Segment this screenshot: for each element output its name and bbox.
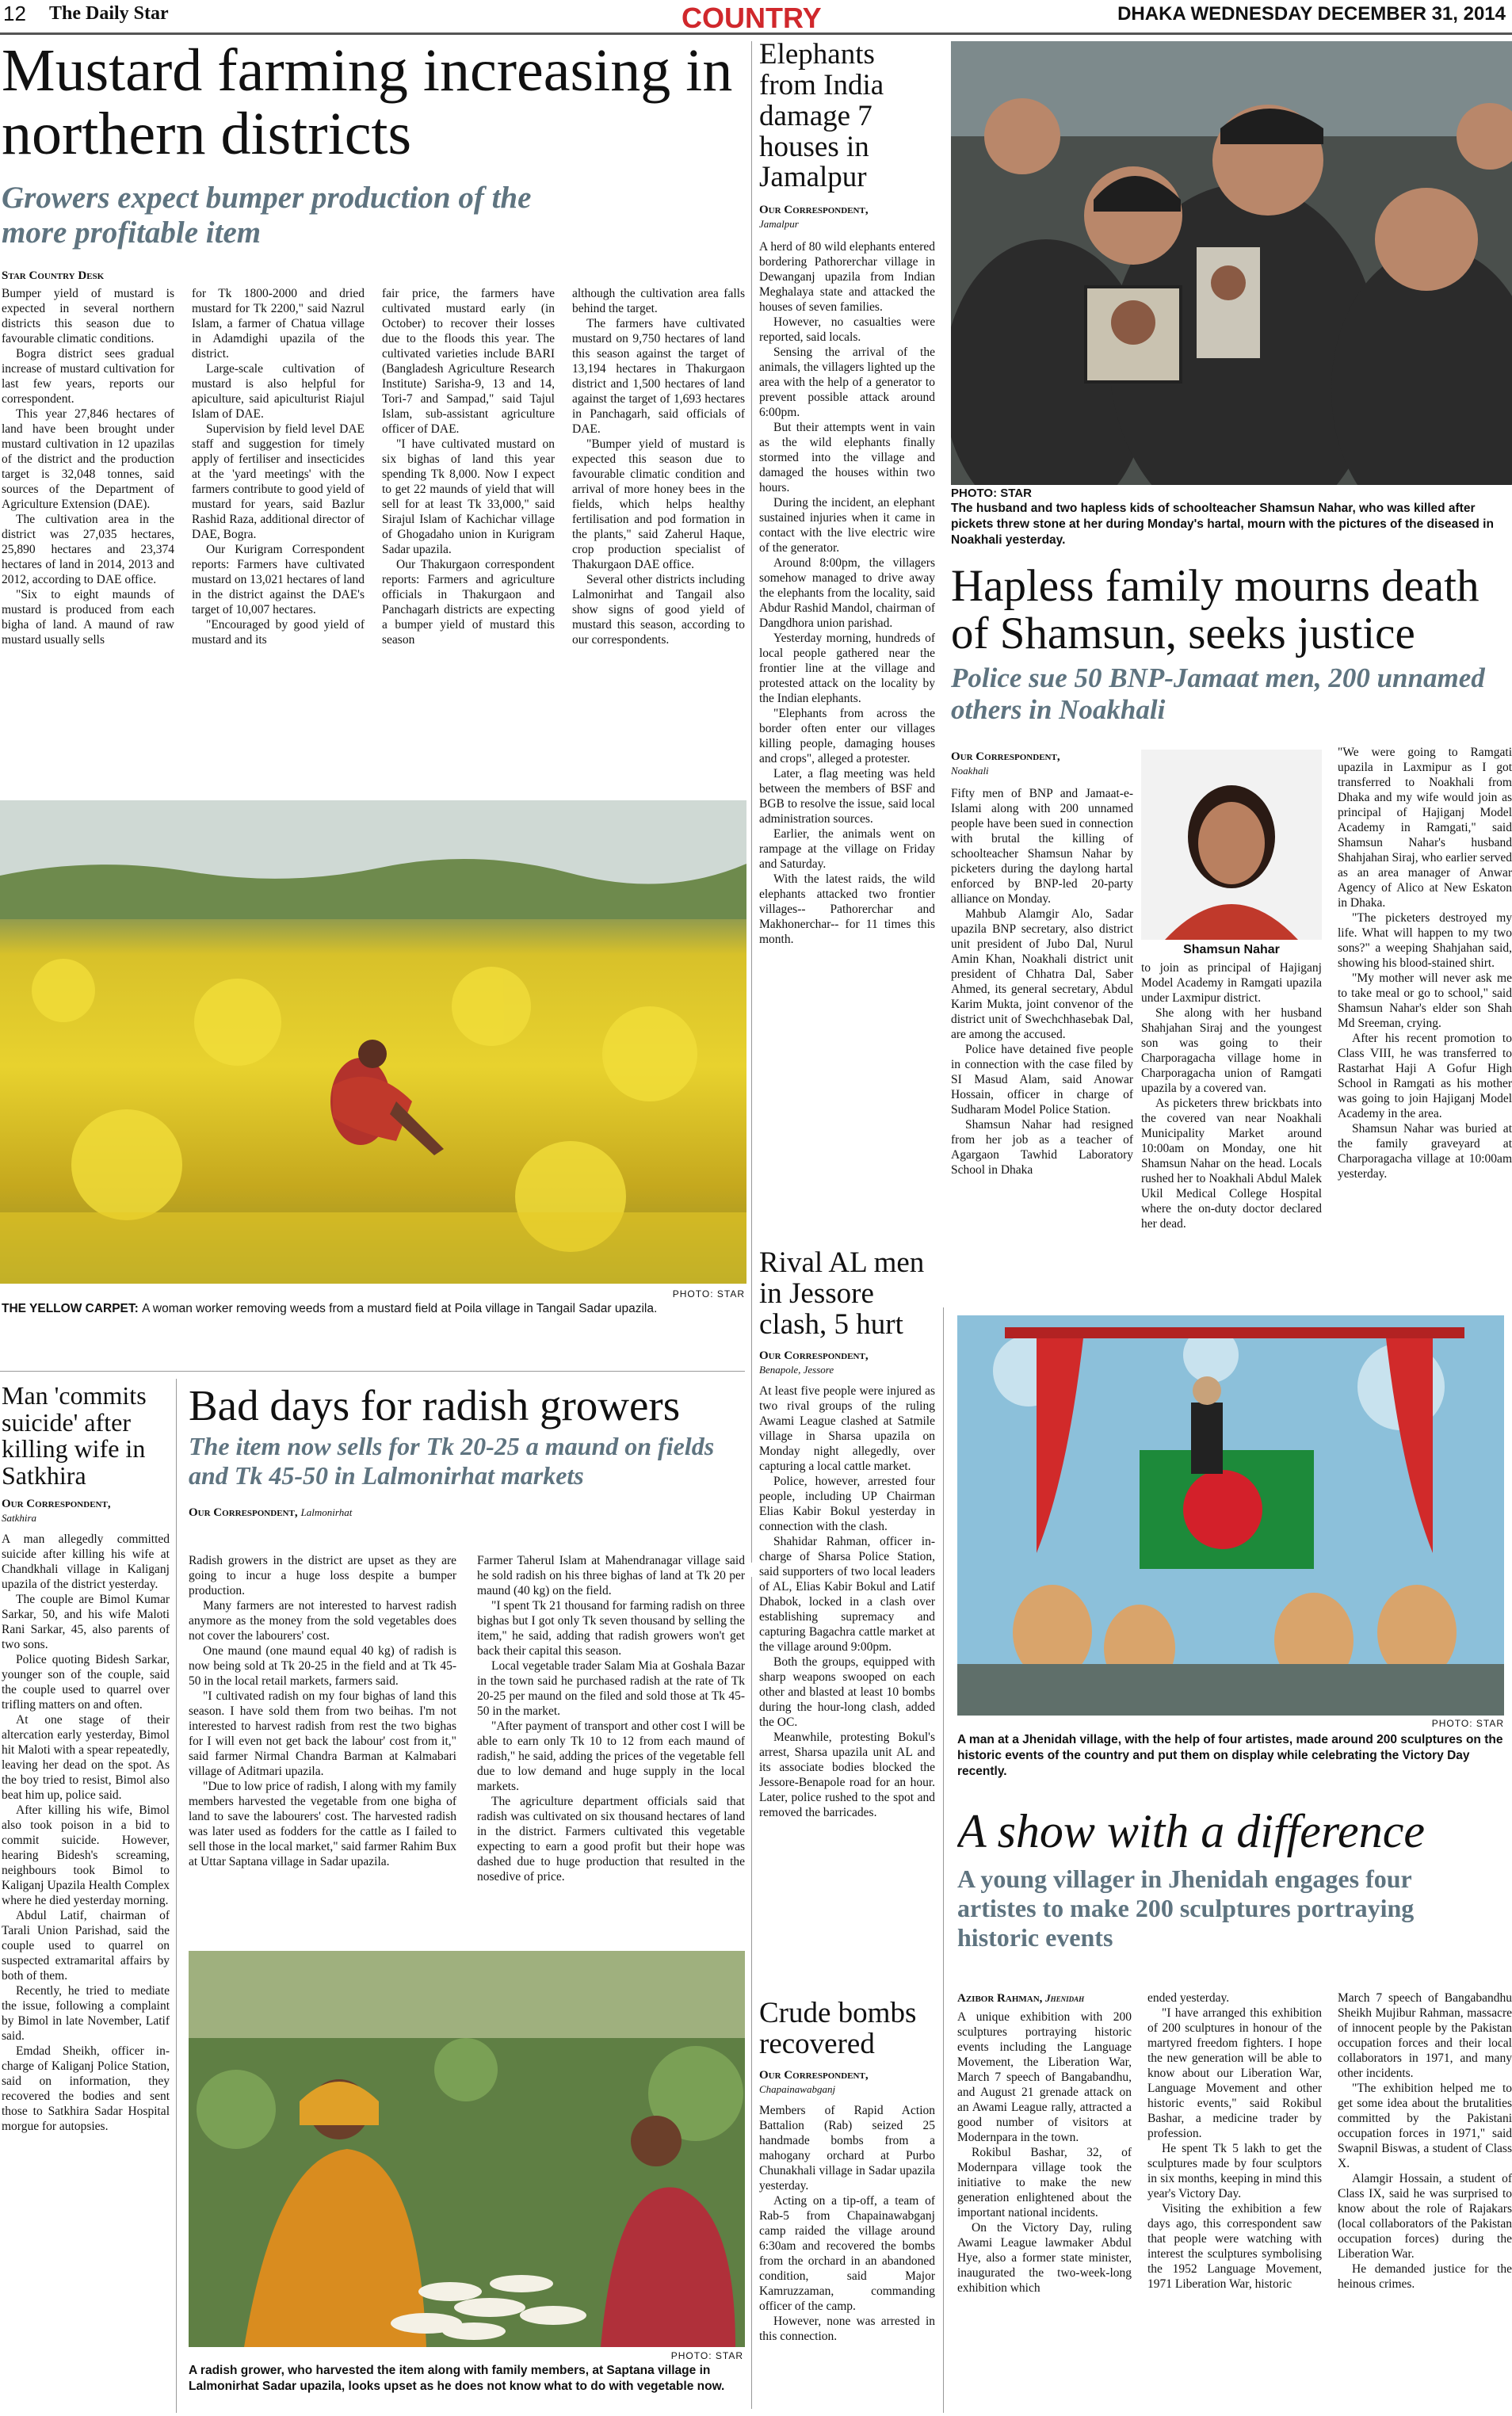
- jessore-byline: Our Correspondent,: [759, 1349, 869, 1362]
- radish-body: [189, 1553, 745, 1941]
- paragraph: Yesterday morning, hundreds of local people gathered near the frontier line at the village and protested attack on the locality by the Indian elephants.: [759, 632, 935, 706]
- mustard-col-2: [192, 286, 365, 647]
- masthead: [0, 0, 1512, 35]
- paragraph: "Due to low price of radish, I along with my family members harvested the vegetable from one bigha of land to save the labourers' cost. The harvested radish was later used as fodders for the cattle as I failed to sell those in the local market," said farmer Rahim Bux at Uttar Saptana village in Sadar upazila.: [189, 1780, 456, 1868]
- satkhira-byline: Our Correspondent,: [2, 1498, 111, 1511]
- radish-headline: Bad days for radish growers: [189, 1383, 681, 1429]
- shamsun-col-1: [951, 786, 1133, 1293]
- mustard-deck: Growers expect bumper production of the more profitable item: [2, 180, 532, 250]
- paper-name: The Daily Star: [49, 3, 169, 24]
- show-place: Jhenidah: [1045, 1992, 1085, 2004]
- show-body: [957, 1990, 1512, 2414]
- paragraph: "Elephants from across the border often enter our villages killing people, damaging houses and crops", alleged a protester.: [759, 707, 935, 766]
- show-col-3: [1338, 1990, 1512, 2296]
- paragraph: After his recent promotion to Class VIII, he was transferred to Rastarhat Haji A Gofur High School in Ramgati as his mother was going to join Hajiganj Model Academy in the area.: [1338, 1032, 1512, 1120]
- paragraph: As picketers threw brickbats into the covered van near Noakhali Municipality Market around 10:00am on Monday, one hit Shamsun Nahar on the head. Locals rushed her to Noakhali Abdul Malek Ukil Medical College Hospital where the on-duty doctor declared her dead.: [1141, 1097, 1322, 1231]
- paragraph: Recently, he tried to mediate the issue, following a complaint by Bimol in late November, Latif said.: [2, 1984, 170, 2044]
- mustard-body: [2, 286, 745, 647]
- satkhira-body: [2, 1532, 170, 2134]
- paragraph: fair price, the farmers have cultivated mustard early (in October) to recover their losses due to the floods this year. The cultivated varieties include BARI (Bangladesh Agriculture Research Institute) Sarisha-9, 13 and 14, Tori-7 and Sampad," said Tajul Islam, sub-assistant agriculture officer of DAE.: [382, 287, 555, 436]
- jessore-place: Benapole, Jessore: [759, 1363, 834, 1376]
- bombs-body: [759, 2103, 935, 2344]
- paragraph: She along with her husband Shahjahan Siraj and the youngest son was going to their Charporagacha village home in Charporagacha union of Ramgati upazila by a covered van.: [1141, 1006, 1322, 1095]
- satkhira-headline: Man 'commits suicide' after killing wife in Satkhira: [2, 1383, 147, 1490]
- paragraph: ended yesterday.: [1147, 1991, 1230, 2005]
- column-rule: [176, 1379, 177, 2413]
- paragraph: for Tk 1800-2000 and dried mustard for Tk 2200," said Nazrul Islam, a farmer of Chatua village in Adamdighi upazila of the district.: [192, 287, 365, 361]
- paragraph: Both the groups, equipped with sharp weapons swooped on each other and blasted at least 10 bombs during the hour-long clash, added the OC.: [759, 1655, 935, 1729]
- mustard-caption: [2, 1301, 746, 1317]
- paragraph: Acting on a tip-off, a team of Rab-5 from Chapainawabganj camp raided the village around 6:30am and recovered the bombs from the orchard in an abandoned condition, said Major Kamruzzaman, commanding officer of the camp.: [759, 2193, 935, 2313]
- portrait-illustration: [1141, 750, 1322, 940]
- radish-field-illustration: [189, 1951, 745, 2347]
- bombs-headline: Crude bombs recovered: [759, 1998, 917, 2060]
- paragraph: to join as principal of Hajiganj Model Academy in Ramgati upazila under Laxmipur district.: [1141, 961, 1322, 1005]
- paragraph: Bogra district sees gradual increase of mustard cultivation for last few years, reports our correspondent.: [2, 347, 174, 406]
- paragraph: A man allegedly committed suicide after killing his wife at Chandkhali village in Kaliganj upazila of the district yesterday.: [2, 1532, 170, 1592]
- mustard-headline: Mustard farming increasing in northern districts: [2, 40, 733, 167]
- paragraph: The couple are Bimol Kumar Sarkar, 50, and his wife Maloti Rani Sarkar, 45, also parents of two sons.: [2, 1593, 170, 1652]
- paragraph: Alamgir Hossain, a student of Class IX, said he was surprised to know about the role of Rajakars (local collaborators of the Pakistan occupation forces) during the Liberation War.: [1338, 2172, 1512, 2261]
- paragraph: "Encouraged by good yield of mustard and its: [192, 618, 365, 647]
- mustard-byline: Star Country Desk: [2, 269, 105, 282]
- paragraph: Police have detained five people in connection with the case filed by SI Masud Alam, said Anowar Hossain, officer in charge of Sudharam Model Police Station.: [951, 1043, 1133, 1116]
- radish-col-1: [189, 1553, 456, 1884]
- show-photo-credit: PHOTO: STAR: [1431, 1718, 1504, 1729]
- radish-grower-photo: [189, 1951, 745, 2347]
- paragraph: Bumper yield of mustard is expected in several northern districts this season due to favourable climatic conditions.: [2, 287, 174, 345]
- paragraph: Members of Rapid Action Battalion (Rab) seized 25 handmade bombs from a mahogany orchard at Purbo Chunakhali village in Sadar upazila yesterday.: [759, 2103, 935, 2193]
- elephants-body: [759, 239, 935, 947]
- dateline: DHAKA WEDNESDAY DECEMBER 31, 2014: [1117, 3, 1506, 25]
- mustard-story: [2, 40, 745, 800]
- paragraph: Radish growers in the district are upset as they are going to incur a huge loss despite a bumper production.: [189, 1554, 456, 1597]
- bombs-byline: Our Correspondent,: [759, 2068, 869, 2082]
- paragraph: "I have arranged this exhibition of 200 sculptures in honour of the martyred freedom fighters. I hope the new generation will be able to know about our Liberation War, Language Movement and other historic events," said Rokibul Bashar, a medicine trader by profession.: [1147, 2006, 1322, 2140]
- paragraph: "The picketers destroyed my life. What will happen to my two sons?" a weeping Shahjahan said, showing his blood-stained shirt.: [1338, 911, 1512, 970]
- paragraph: At least five people were injured as two rival groups of the ruling Awami League clashed at Satmile village in Sharsa upazila on Monday night allegedly, over capturing a local cattle market.: [759, 1384, 935, 1473]
- elephants-place: Jamalpur: [759, 218, 799, 231]
- paragraph: Emdad Sheikh, officer in-charge of Kaliganj Police Station, said on information, they recovered the bodies and sent those to Satkhira Sadar Hospital morgue for autopsies.: [2, 2044, 170, 2134]
- shamsun-portrait: [1141, 750, 1322, 940]
- elephants-headline: Elephants from India damage 7 houses in Jamalpur: [759, 40, 884, 194]
- mustard-col-3: [382, 286, 555, 647]
- shamsun-col-3: [1338, 745, 1512, 1292]
- radish-col-2: [477, 1553, 745, 1884]
- shamsun-place: Noakhali: [951, 765, 989, 777]
- paragraph: Shamsun Nahar had resigned from her job as a teacher of Agargaon Tawhid Laboratory School in Dhaka: [951, 1118, 1133, 1177]
- column-rule: [751, 1577, 752, 2409]
- paragraph: "After payment of transport and other cost I will be able to earn only Tk 10 to 12 from each maund of radish," he said, adding the prices of the vegetable fell due to low demand and huge supply in the local markets.: [477, 1719, 745, 1793]
- paragraph: "I spent Tk 21 thousand for farming radish on three bighas but I got only Tk seven thousand by selling the item," he said, adding that radish growers won't get back their capital this season.: [477, 1599, 745, 1658]
- page-number: 12: [3, 2, 26, 25]
- paragraph: Police, however, arrested four people, including UP Chairman Elias Kabir Bokul yesterday in connection with the clash.: [759, 1474, 935, 1533]
- elephants-story: [759, 40, 935, 1244]
- paragraph: "Six to eight maunds of mustard is produced from each bigha of land. A maund of raw mustard usually sells: [2, 588, 174, 647]
- show-deck: A young villager in Jhenidah engages four artistes to make 200 sculptures portraying historic events: [957, 1864, 1415, 1952]
- paragraph: Meanwhile, protesting Bokul's arrest, Sharsa upazila unit AL and its associate bodies blocked the Jessore-Benapole road for an hour. Later, police rushed to the spot and removed the barricades.: [759, 1730, 935, 1819]
- show-col-2: [1147, 1990, 1322, 2296]
- paragraph: Mahbub Alamgir Alo, Sadar upazila BNP secretary, also district unit president of Jubo Dal, Nurul Amin Khan, Noakhali district unit president of Chhatra Dal, Saber Ahmed, its general secretary, Abdul Karim Mukta, joint convenor of the district unit of Swechchhasebak Dal, are among the accused.: [951, 907, 1133, 1041]
- mustard-caption-lead: THE YELLOW CARPET:: [2, 1302, 139, 1315]
- paragraph: Sensing the arrival of the animals, the villagers lighted up the area with the help of a generator to prevent possible attack around 6:00pm.: [759, 345, 935, 420]
- show-headline: A show with a difference: [957, 1807, 1425, 1857]
- paragraph: "I have cultivated mustard on six bighas of land this year spending Tk 8,000. Now I expect to get 22 maunds of yield that will sell for at least Tk 33,000," said Sirajul Islam of Kachichar village of Ghogadaho union in Kurigram Sadar upazila.: [382, 437, 555, 556]
- elephants-byline: Our Correspondent,: [759, 204, 869, 217]
- shamsun-photo-credit: PHOTO: STAR: [951, 487, 1032, 500]
- jessore-body: [759, 1384, 935, 1820]
- paragraph: Farmer Taherul Islam at Mahendranagar village said he sold radish on his three bighas of land at Tk 20 per maund (40 kg) on the field.: [477, 1554, 745, 1597]
- radish-deck: The item now sells for Tk 20-25 a maund on fields and Tk 45-50 in Lalmonirhat markets: [189, 1431, 715, 1490]
- paragraph: On the Victory Day, ruling Awami League lawmaker Abdul Hye, also a former state minister, inaugurated the two-week-long exhibition which: [957, 2221, 1132, 2295]
- paragraph: The farmers have cultivated mustard on 9,750 hectares of land this season against the target of 13,194 hectares in Thakurgaon district and 1,500 hectares of land against the target of 1,693 hectares in Panchagarh, said officials of DAE.: [572, 317, 745, 436]
- shamsun-deck: Police sue 50 BNP-Jamaat men, 200 unnamed others in Noakhali: [951, 662, 1485, 725]
- paragraph: One maund (one maund equal 40 kg) of radish is now being sold at Tk 20-25 in the field and at Tk 45-50 in the local retail markets, farmers said.: [189, 1644, 456, 1688]
- mustard-field-illustration: [0, 800, 746, 1284]
- section-title: COUNTRY: [682, 2, 822, 34]
- paragraph: However, none was arrested in this connection.: [759, 2314, 935, 2343]
- show-byline: Azibor Rahman,: [957, 1992, 1043, 2005]
- paragraph: Supervision by field level DAE staff and suggestion for timely apply of fertiliser and insecticides at the 'yard meetings' with the farmers contribute to good yield of mustard for years, said Bazlur Rashid Raza, additional director of DAE, Bogra.: [192, 422, 365, 541]
- paragraph: March 7 speech of Bangabandhu Sheikh Mujibur Rahman, massacre of innocent people by the Pakistan occupation forces and their local collaborators in 1971, and many other incidents.: [1338, 1991, 1512, 2080]
- radish-byline: Our Correspondent,: [189, 1506, 298, 1520]
- paragraph: Shamsun Nahar was buried at the family graveyard at Charporagacha village at 10:00am yesterday.: [1338, 1122, 1512, 1181]
- paragraph: Large-scale cultivation of mustard is also helpful for apiculture, said apiculturist Riajul Islam of DAE.: [192, 362, 365, 421]
- satkhira-story: [2, 1383, 170, 2413]
- bombs-story: [759, 1998, 935, 2414]
- shamsun-col-2: [1141, 960, 1322, 1293]
- paragraph: Visiting the exhibition a few days ago, this correspondent saw that people were watching with interest the sculptures symbolising the 1952 Language Movement, 1971 Liberation War, historic: [1147, 2202, 1322, 2291]
- paragraph: This year 27,846 hectares of land have been brought under mustard cultivation in 12 upazilas of the district and the production target is 32,048 tonnes, said sources of the Department of Agriculture Extension (DAE).: [2, 407, 174, 511]
- paragraph: Local vegetable trader Salam Mia at Goshala Bazar in the town said he purchased radish at the rate of Tk 20-25 per maund on the filed and sold those at Tk 45-50 in the market.: [477, 1659, 745, 1718]
- jessore-story: [759, 1248, 935, 1985]
- mustard-field-photo: [0, 800, 746, 1284]
- paragraph: After killing his wife, Bimol also took poison in a bid to commit suicide. However, hearing Bidesh's screaming, neighbours took Bimol to Kaliganj Upazila Health Complex where he died yesterday morning.: [2, 1803, 170, 1908]
- paragraph: Abdul Latif, chairman of Tarali Union Parishad, said the couple used to quarrel on suspected extramarital affairs by both of them.: [2, 1909, 170, 1983]
- paragraph: "I cultivated radish on my four bighas of land this season. I have sold them from two beihas. I'm not interested to harvest radish from rest the two bighas for I will even not get back the labour' cost from it," said farmer Nirmal Chandra Barman at Kalmabari village of Aditmari upazila.: [189, 1689, 456, 1778]
- woman-worker: [330, 1040, 444, 1155]
- shamsun-portrait-caption: Shamsun Nahar: [1183, 943, 1280, 956]
- paragraph: Fifty men of BNP and Jamaat-e-Islami along with 200 unnamed people have been sued in connection with brutal the killing of schoolteacher Shamsun Nahar by picketers during the daylong hartal enforced by BNP-led 20-party alliance on Monday.: [951, 787, 1133, 906]
- paragraph: "We were going to Ramgati upazila in Laxmipur as I got transferred to Noakhali from Dhaka and my wife would join as principal of Hajiganj Model Academy in Ramgati," said Shamsun Nahar's husband Shahjahan Siraj, who earlier served as an area manager of Anwar Agency of Alico at New Eskaton in Dhaka.: [1338, 746, 1512, 910]
- paragraph: But their attempts went in vain as the wild elephants finally stormed into the village and damaged the houses within two hours.: [759, 421, 935, 495]
- radish-photo-credit: PHOTO: STAR: [670, 2350, 743, 2361]
- shamsun-caption: The husband and two hapless kids of schoolteacher Shamsun Nahar, who was killed after pickets threw stone at her during Monday's hartal, mourn with the pictures of the diseased in Noakhali yesterday.: [951, 502, 1494, 547]
- paragraph: Rokibul Bashar, 32, of Modernpara village took the initiative to make the new generation enlightened about the important national incidents.: [957, 2146, 1132, 2219]
- paragraph: Several other districts including Lalmonirhat and Tangail also show signs of good yield of mustard this season, according to our correspondents.: [572, 573, 745, 647]
- paragraph: Many farmers are not interested to harvest radish anymore as the money from the sold vegetables does not cover the labourers' cost.: [189, 1599, 456, 1643]
- paragraph: During the incident, an elephant sustained injuries when it came in contact with the live electric wire of the generator.: [759, 496, 935, 555]
- paragraph: Police quoting Bidesh Sarkar, younger son of the couple, said the couple used to quarrel over trifling matters on and often.: [2, 1653, 170, 1712]
- column-rule: [943, 1307, 944, 2413]
- paragraph: The cultivation area in the district was 27,035 hectares, 25,890 hectares and 23,374 hectares of land in 2014, 2013 and 2012, according to DAE office.: [2, 513, 174, 586]
- mustard-col-4: [572, 286, 745, 647]
- paragraph: However, no casualties were reported, said locals.: [759, 315, 935, 345]
- paragraph: "My mother will never ask me to take meal or go to school," said Shamsun Nahar's elder son Shah Md Sreeman, crying.: [1338, 971, 1512, 1030]
- radish-caption: A radish grower, who harvested the item along with family members, at Saptana village in Lalmonirhat Sadar upazila, looks upset as he does not know what to do with vegetable now.: [189, 2364, 725, 2393]
- show-story: [957, 1807, 1512, 1989]
- paragraph: Our Thakurgaon correspondent reports: Farmers and agriculture officials in Thakurgaon and Panchagarh districts are expecting a bumper yield of mustard this season: [382, 558, 555, 647]
- shamsun-headline: Hapless family mourns death of Shamsun, seeks justice: [951, 563, 1480, 658]
- section-rule: [0, 1371, 745, 1372]
- show-col-1: [957, 1990, 1132, 2296]
- sculpture-exhibition-photo: [957, 1315, 1504, 1716]
- paragraph: At one stage of their altercation early yesterday, Bimol hit Maloti with a spear repeatedly, leaving her dead on the spot. As the boy tried to resist, Bimol also beat him up, police said.: [2, 1713, 170, 1803]
- paragraph: Around 8:00pm, the villagers somehow managed to drive away the elephants from the locality, said Abdur Rashid Mandol, chairman of Dangdhora union parishad.: [759, 556, 935, 631]
- paragraph: Earlier, the animals went on rampage at the village on Friday and Saturday.: [759, 827, 935, 872]
- paragraph: Our Kurigram Correspondent reports: Farmers have cultivated mustard on 13,021 hectares of land in the district against the DAE's target of 10,007 hectares.: [192, 543, 365, 616]
- paragraph: He demanded justice for the heinous crimes.: [1338, 2262, 1512, 2291]
- mustard-caption-text: A woman worker removing weeds from a mustard field at Poila village in Tangail Sadar upazila.: [142, 1302, 658, 1315]
- paragraph: although the cultivation area falls behind the target.: [572, 287, 745, 315]
- mourning-family-illustration: [951, 41, 1512, 485]
- jessore-headline: Rival AL men in Jessore clash, 5 hurt: [759, 1248, 925, 1341]
- paragraph: A herd of 80 wild elephants entered bordering Pathorerchar village in Dewanganj upazila from Indian Meghalaya state and attacked the houses of seven families.: [759, 240, 935, 315]
- mustard-photo-credit: PHOTO: STAR: [672, 1288, 745, 1300]
- show-caption: A man at a Jhenidah village, with the help of four artistes, made around 200 sculptures on the historic events of the country and put them on display while celebrating the Victory Day recently.: [957, 1733, 1503, 1778]
- mustard-col-1: [2, 286, 174, 647]
- column-rule: [751, 41, 752, 1563]
- bombs-place: Chapainawabganj: [759, 2082, 836, 2095]
- paragraph: "The exhibition helped me to get some idea about the brutalities committed by the Pakistani occupation forces in 1971," said Swapnil Biswas, a student of Class X.: [1338, 2082, 1512, 2170]
- paragraph: Shahidar Rahman, officer in-charge of Sharsa Police Station, said supporters of two local leaders of AL, Elias Kabir Bokul and Latif Dhabok, locked in a clash over establishing supremacy and capturing Bagachra cattle market at the village around 9:00pm.: [759, 1534, 935, 1654]
- paragraph: He spent Tk 5 lakh to get the sculptures made by four sculptors in six months, keeping in mind this year's Victory Day.: [1147, 2142, 1322, 2200]
- paragraph: Later, a flag meeting was held between the members of BSF and BGB to resolve the issue, said local administration sources.: [759, 767, 935, 826]
- paragraph: With the latest raids, the wild elephants attacked two frontier villages-- Pathorerchar and Makhonerchar-- for 11 times this month.: [759, 872, 935, 947]
- paragraph: A unique exhibition with 200 sculptures portraying historic events including the Language Movement, the Liberation War, March 7 speech of Bangabandhu, and August 21 grenade attack on an Awami League rally, attracted a good number of visitors at Modernpara in the town.: [957, 2010, 1132, 2144]
- radish-place: Lalmonirhat: [300, 1506, 353, 1519]
- shamsun-byline-block: [951, 750, 1133, 778]
- mourning-family-photo: [951, 41, 1512, 485]
- sculpture-illustration: [957, 1315, 1504, 1716]
- shamsun-byline: Our Correspondent,: [951, 750, 1060, 763]
- satkhira-place: Satkhira: [2, 1512, 37, 1525]
- show-col-1-text: [957, 2010, 1132, 2296]
- paragraph: "Bumper yield of mustard is expected this season due to favourable climatic condition and arrival of more honey bees in the fields, which helps healthy fertilisation and pod formation in the plants," said Zaherul Haque, crop production specialist of Thakurgaon DAE office.: [572, 437, 745, 571]
- paragraph: The agriculture department officials said that radish was cultivated on six thousand hectares of land in the district. Farmers cultivated this vegetable expecting to earn a good profit but their hope was dashed due to huge production that resulted in the nosedive of price.: [477, 1795, 745, 1884]
